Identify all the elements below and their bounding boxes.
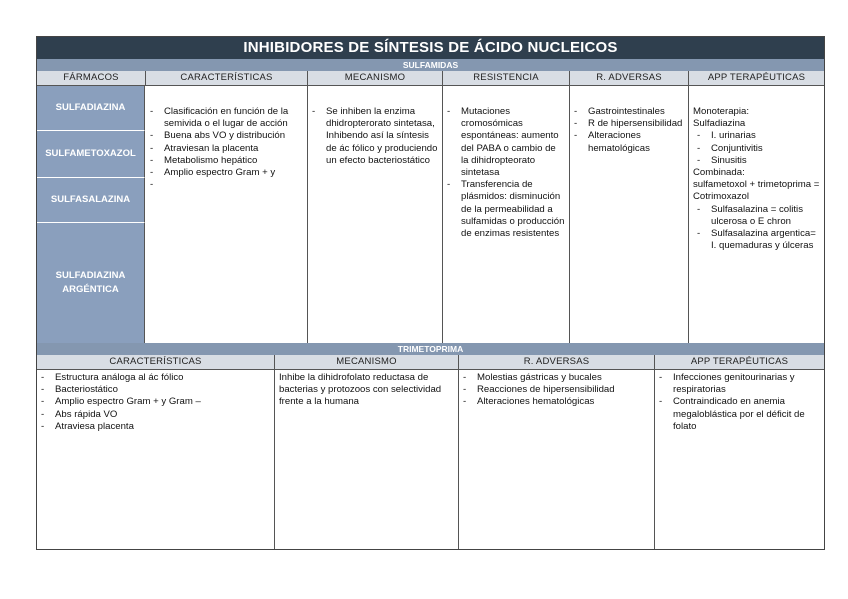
caracteristicas-cell <box>146 86 308 343</box>
caracteristica-item: - Atraviesan la placenta <box>150 143 303 155</box>
caracteristica-item: - Metabolismo hepático <box>150 155 303 167</box>
tmp-adversa-item: - Molestias gástricas y bucales <box>463 372 650 384</box>
combinada-item: - Sulfasalazina = colitis ulcerosa o E chron <box>697 204 820 228</box>
tmp-caracteristica-item: - Bacteriostático <box>41 384 270 396</box>
tmp-header-app-terapeuticas: APP TERAPÉUTICAS <box>655 355 824 370</box>
mecanismo-cell <box>308 86 443 343</box>
tmp-caracteristica-item: - Atraviesa placenta <box>41 421 270 433</box>
combinada-label: Combinada: <box>693 167 745 179</box>
drug-sulfadiazina: SULFADIAZINA <box>37 86 145 131</box>
monoterapia-item: - Conjuntivitis <box>697 143 820 155</box>
monoterapia-item: - Sinusitis <box>697 155 820 167</box>
page-title: INHIBIDORES DE SÍNTESIS DE ÁCIDO NUCLEICOS <box>37 37 824 59</box>
header-r-adversas: R. ADVERSAS <box>570 71 689 86</box>
header-caracteristicas: CARACTERÍSTICAS <box>146 71 308 86</box>
tmp-caracteristica-item: - Abs rápida VO <box>41 409 270 421</box>
adversas-cell <box>570 86 689 343</box>
app-terapeuticas-cell <box>689 86 824 343</box>
combinada-item: - Sulfasalazina argentica= I. quemaduras y úlceras <box>697 228 820 252</box>
section-band-sulfamidas: SULFAMIDAS <box>37 59 824 71</box>
section-band-trimetoprima: TRIMETOPRIMA <box>37 343 824 355</box>
resistencia-item: - Transferencia de plásmidos: disminución de la permeabilidad a sulfamidas o producción de enzimas resistentes <box>447 179 565 240</box>
drug-sulfadiazina-argentica: SULFADIAZINA ARGÉNTICA <box>37 223 145 343</box>
tmp-caracteristica-item: - Amplio espectro Gram + y Gram – <box>41 396 270 408</box>
tmp-adversa-item: - Reacciones de hipersensibilidad <box>463 384 650 396</box>
antibiotic-table <box>36 36 825 550</box>
tmp-caracteristicas-cell <box>37 370 275 549</box>
resistencia-item: - Mutaciones cromosómicas espontáneas: aumento del PABA o cambio de la dihidropteorato sintetasa <box>447 106 565 179</box>
caracteristica-item: - Buena abs VO y distribución <box>150 130 303 142</box>
tmp-adversa-item: - Alteraciones hematológicas <box>463 396 650 408</box>
header-app-terapeuticas: APP TERAPÉUTICAS <box>689 71 824 86</box>
tmp-header-r-adversas: R. ADVERSAS <box>459 355 655 370</box>
tmp-mecanismo-cell <box>275 370 459 549</box>
monoterapia-drug: Sulfadiazina <box>693 118 746 130</box>
tmp-app-cell <box>655 370 824 549</box>
adversa-item: - Gastrointestinales <box>574 106 684 118</box>
drug-sulfasalazina: SULFASALAZINA <box>37 178 145 223</box>
tmp-mecanismo-text: Inhibe la dihidrofolato reductasa de bacterias y protozoos con selectividad frente a la humana <box>279 372 442 408</box>
header-resistencia: RESISTENCIA <box>443 71 570 86</box>
combinada-text: sulfametoxol + trimetoprima = Cotrimoxazol <box>693 179 820 203</box>
drug-sulfametoxazol: SULFAMETOXAZOL <box>37 131 145 178</box>
monoterapia-label: Monoterapia: <box>693 106 749 117</box>
tmp-app-item: - Infecciones genitourinarias y respiratorias <box>659 372 820 396</box>
tmp-header-caracteristicas: CARACTERÍSTICAS <box>37 355 275 370</box>
tmp-header-mecanismo: MECANISMO <box>275 355 459 370</box>
tmp-adversas-cell <box>459 370 655 549</box>
tmp-app-item: - Contraindicado en anemia megaloblástica por el déficit de folato <box>659 396 820 433</box>
adversa-item: - Alteraciones hematológicas <box>574 130 684 154</box>
caracteristica-item: - Clasificación en función de la semivida o el lugar de acción <box>150 106 303 130</box>
caracteristica-item: - Amplio espectro Gram + y <box>150 167 303 179</box>
header-farmacos: FÁRMACOS <box>37 71 146 86</box>
resistencia-cell <box>443 86 570 343</box>
tmp-caracteristica-item: - Estructura análoga al ác fólico <box>41 372 270 384</box>
header-mecanismo: MECANISMO <box>308 71 443 86</box>
adversa-item: - R de hipersensibilidad <box>574 118 684 130</box>
monoterapia-item: - I. urinarias <box>697 130 820 142</box>
mecanismo-text: - Se inhiben la enzima dhidropterorato sintetasa, Inhibendo así la síntesis de ác fólico y produciendo un efecto bacteriostático <box>312 106 438 167</box>
